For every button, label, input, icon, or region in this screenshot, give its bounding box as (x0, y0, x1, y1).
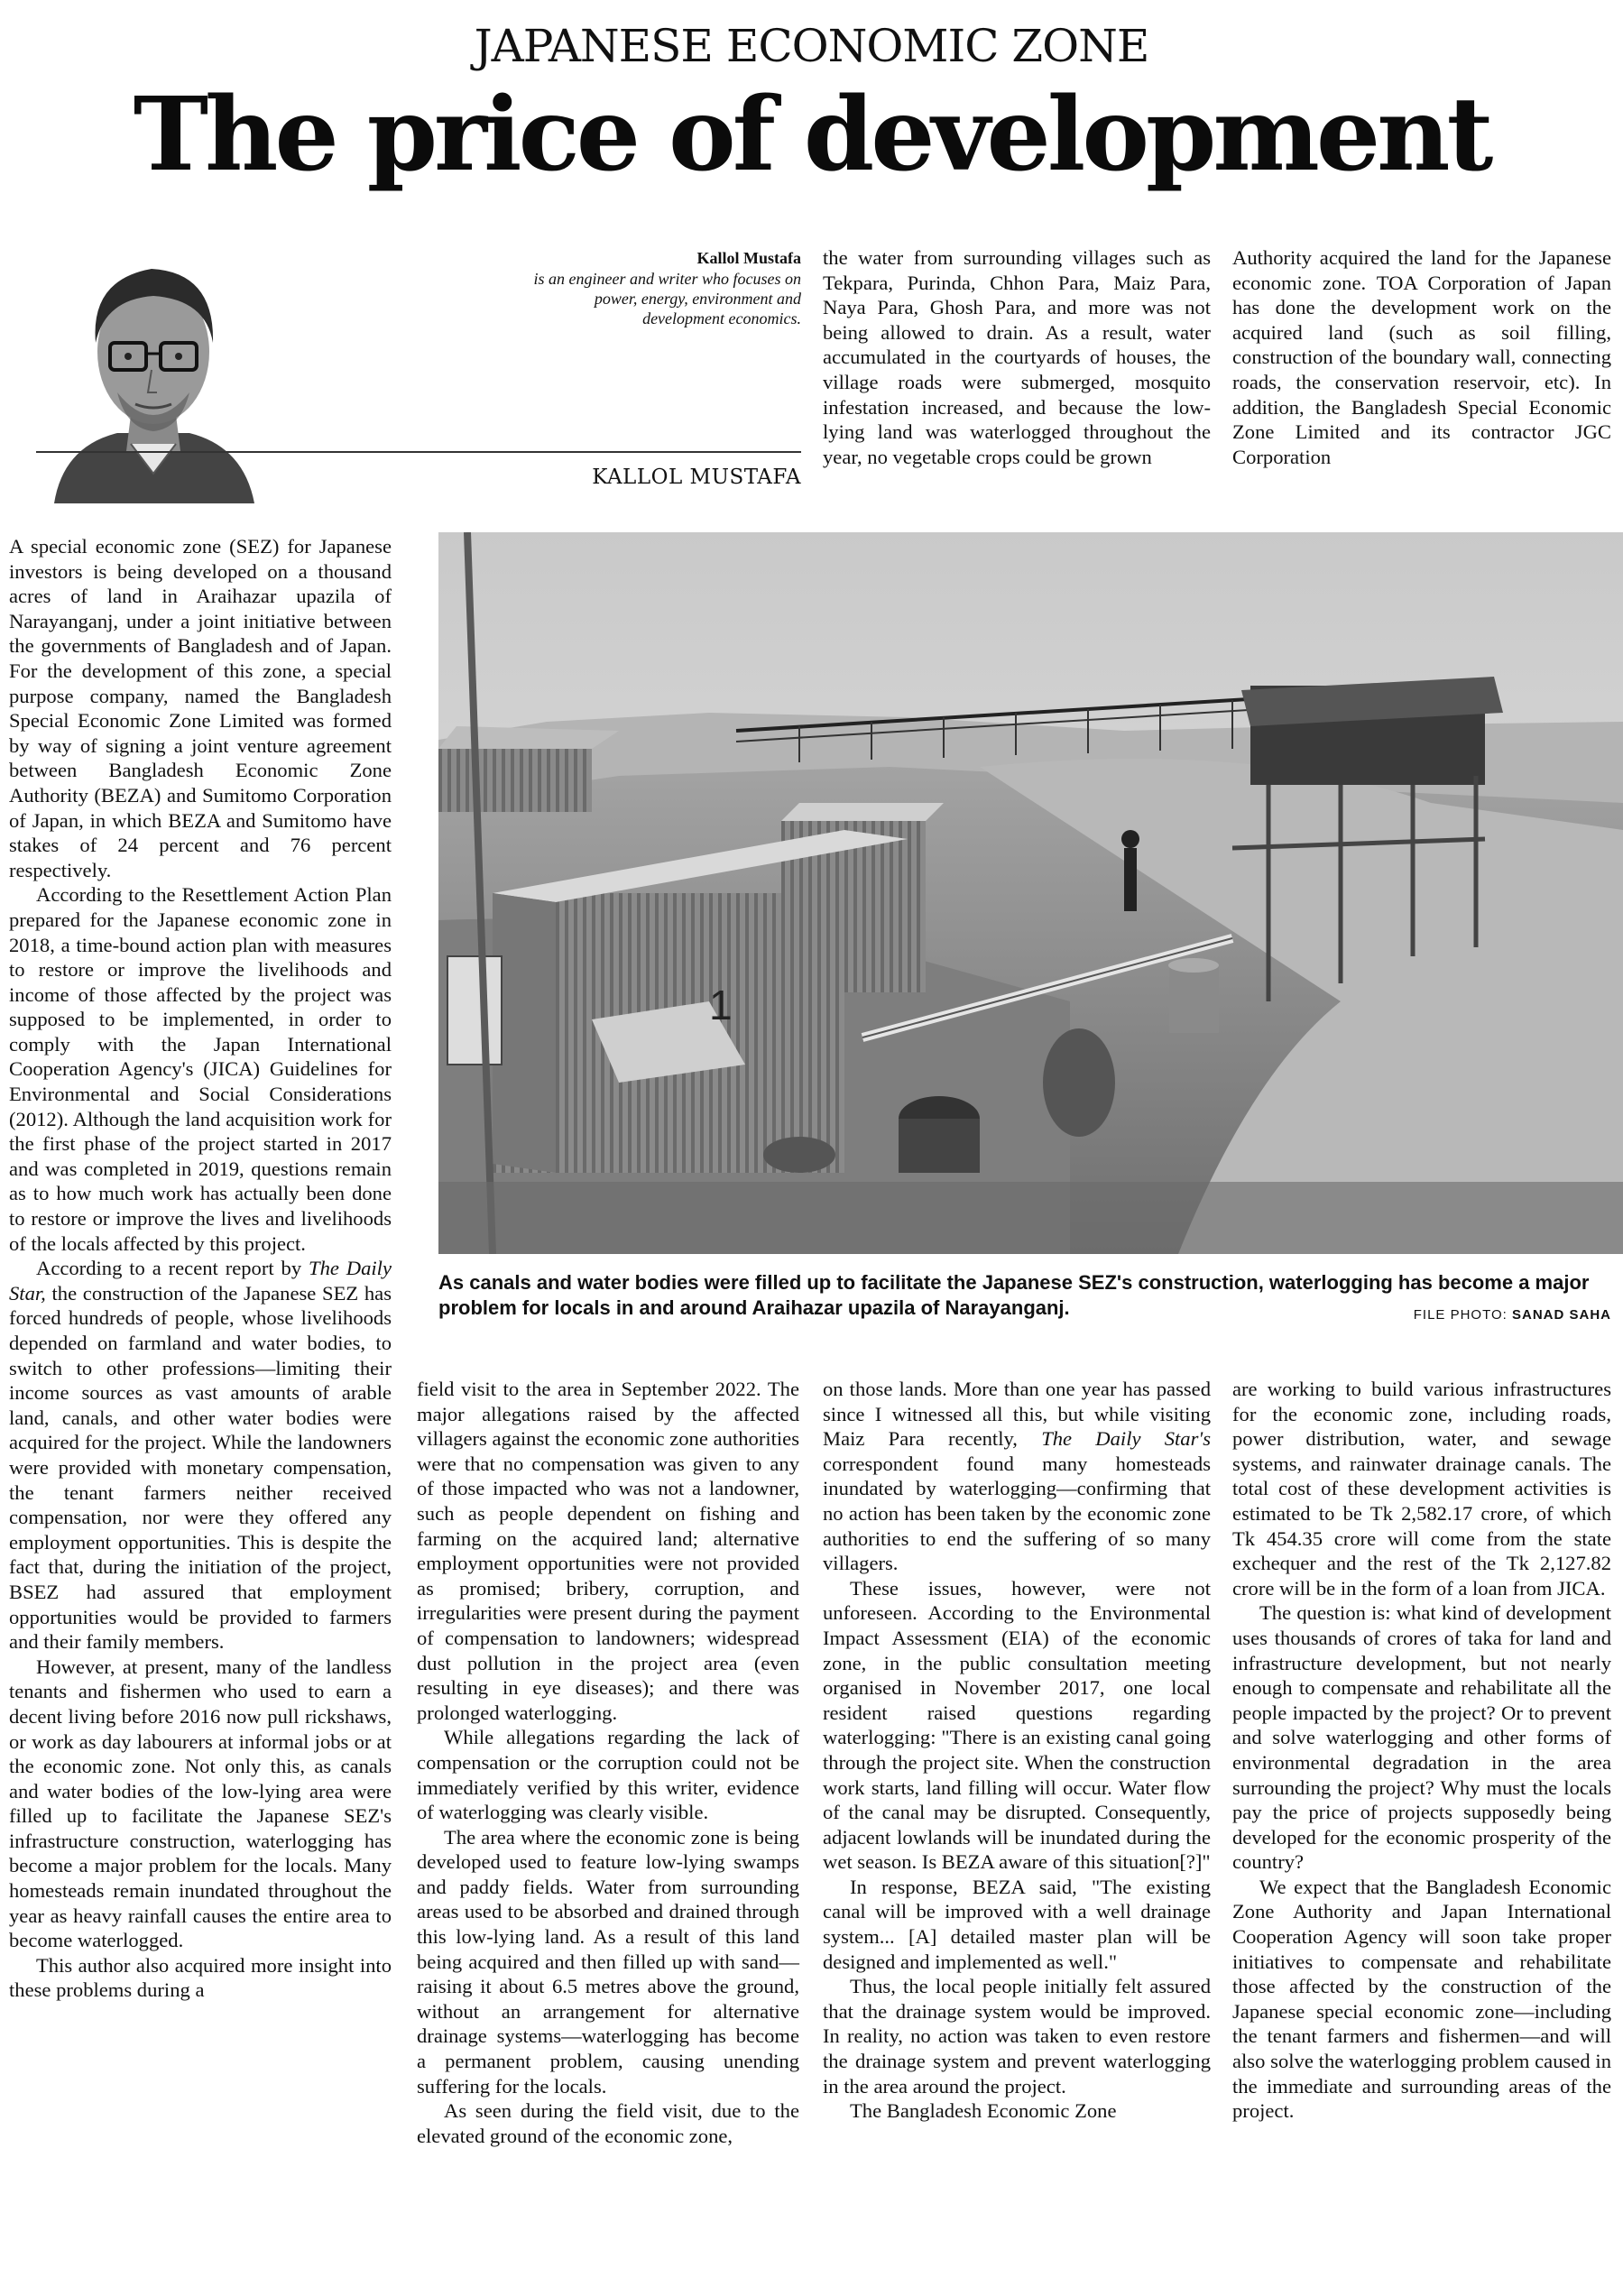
author-portrait (45, 244, 262, 503)
paragraph: are working to build various infrastructures for the economic zone, including roads, power distribution, water, and sewage systems, and rainwater drainage canals. The total cost of these development activities is estimated to be Tk 2,582.17 crore, of which Tk 454.35 crore will come from the state exchequer and the rest of the Tk 2,127.82 crore will be in the form of a loan from JICA. (1232, 1378, 1611, 1600)
paragraph: The question is: what kind of development uses thousands of crores of taka for land and infrastructure development, but not nearly enough to compensate and rehabilitate all the people impacted by the project? Or to prevent and solve waterlogging and other forms of environmental degradation in the area surrounding the project? Why must the locals pay the price of projects supposedly being developed for the economic prosperity of the country? (1232, 1601, 1611, 1874)
section-kicker: JAPANESE ECONOMIC ZONE (474, 20, 1149, 72)
top-column-3 (1232, 245, 1611, 469)
author-block (36, 244, 801, 503)
paragraph: The Bangladesh Economic Zone (850, 2099, 1117, 2123)
paragraph: According to the Resettlement Action Plan prepared for the Japanese economic zone in 2018, a time-bound action plan with measures to restore or improve the livelihoods and income of those affected by the project was supposed to be implemented, in order to comply with the Japan International Cooperation Agency's (JICA) Guidelines for Environmental and Social Considerations (2012). Although the land acquisition work for the first phase of the project started in 2017 and was completed in 2019, questions remain as to how much work has actually been done to restore or improve the lives and livelihoods of the locals affected by this project. (9, 883, 392, 1255)
photo-credit: FILE PHOTO: SANAD SAHA (1413, 1307, 1611, 1323)
paragraph: Authority acquired the land for the Japanese economic zone. TOA Corporation of Japan has done the development work on the acquired land (such as soil filling, construction of the boundary wall, connecting roads, the conservation reservoir, etc). In addition, the Bangladesh Special Economic Zone Limited and its contractor JGC Corporation (1232, 246, 1611, 468)
hut-number: 1 (709, 982, 733, 1028)
author-byline: KALLOL MUSTAFA (592, 466, 801, 489)
photo-caption: As canals and water bodies were filled up to facilitate the Japanese SEZ's construction, waterlogging has become a major problem for locals in and around Araihazar upazila of Narayanganj. (438, 1271, 1590, 1319)
paragraph: The area where the economic zone is being developed used to feature low-lying swamps and paddy fields. Water from surrounding areas used to be absorbed and drained through this low-lying land. As a result of this land being acquired and then filled up with sand—raising it about 6.5 metres above the ground, without an arrangement for alternative drainage systems—waterlogging has become a permanent problem, causing unending suffering for the locals. (417, 1825, 799, 2098)
paragraph: This author also acquired more insight into these problems during a (9, 1953, 392, 2002)
column-2 (417, 1377, 799, 2148)
paragraph: These issues, however, were not unforeseen. According to the Environmental Impact Assessment (EIA) of the economic zone, in the public consultation meeting organised in November 2017, one local resident raised questions regarding waterlogging: "There is an existing canal going through the project site. When the construction work starts, land filling will occur. Water flow of the canal may be disrupted. Consequently, adjacent lowlands will be inundated during the wet season. Is BEZA aware of this situation[?]" (823, 1576, 1211, 1874)
paragraph: field visit to the area in September 2022. The major allegations raised by the affected villagers against the economic zone authorities were that no compensation was given to any of those impacted who was not a landowner, such as people dependent on fishing and farming on the acquired land; alternative employment opportunities were not provided as promised; bribery, corruption, and irregularities were present during the payment of compensation to landowners; widespread dust pollution in the project area (even resulting in eye diseases); and there was prolonged waterlogging. (417, 1378, 799, 1724)
paragraph: the water from surrounding villages such as Tekpara, Purinda, Chhon Para, Maiz Para, Naya Para, Ghosh Para, and more was not being allowed to drain. As a result, water accumulated in the courtyards of houses, the village roads were submerged, mosquito infestation increased, and because the low-lying land was waterlogged throughout the year, no vegetable crops could be grown (823, 246, 1211, 468)
paragraph: We expect that the Bangladesh Economic Zone Authority and Japan International Cooperation Agency will soon take proper initiatives to compensate and rehabilitate those affected by the construction of the Japanese special economic zone—including the tenant farmers and fishermen—and will also solve the waterlogging problem caused in the immediate and surrounding areas of the project. (1232, 1875, 1611, 2123)
paragraph: on those lands. More than one year has passed since I witnessed all this, but while visiting Maiz Para recently, The Daily Star's correspondent found many homesteads inundated by waterlogging—confirming that no action has been taken by the economic zone authorities to end the suffering of so many villagers. (823, 1378, 1212, 1575)
paragraph: Thus, the local people initially felt assured that the drainage system would be improved. In reality, no action was taken to even restore the drainage system and prevent waterlogging in the area around the project. (823, 1975, 1211, 2098)
paragraph: A special economic zone (SEZ) for Japanese investors is being developed on a thousand acres of land in Araihazar upazila of Narayanganj, under a joint initiative between the governments of Bangladesh and of Japan. For the development of this zone, a special purpose company, named the Bangladesh Special Economic Zone Limited was formed by way of signing a joint venture agreement between Bangladesh Economic Zone Authority (BEZA) and Sumitomo Corporation of Japan, in which BEZA and Sumitomo have stakes of 24 percent and 76 percent respectively. (9, 535, 392, 881)
top-column-2 (823, 245, 1211, 469)
author-description: is an engineer and writer who focuses on power, energy, environment and development economics. (533, 270, 801, 327)
author-name: Kallol Mustafa (696, 249, 801, 267)
paragraph: As seen during the field visit, due to the elevated ground of the economic zone, (417, 2099, 799, 2147)
paragraph: In response, BEZA said, "The existing canal will be improved with a well drainage system... [A] detailed master plan will be designed and implemented as well." (823, 1875, 1211, 1973)
page-headline: The price of development (133, 76, 1490, 194)
column-4 (1232, 1377, 1611, 2124)
author-divider (36, 451, 801, 453)
paragraph: However, at present, many of the landless tenants and fishermen who used to earn a decent living before 2016 now pull rickshaws, or work as day labourers at informal jobs or at the economic zone. Not only this, as canals and water bodies of the low-lying area were filled up to facilitate the Japanese SEZ's infrastructure construction, waterlogging has become a major problem for the locals. Many homesteads remain inundated throughout the year as heavy rainfall causes the entire area to become waterlogged. (9, 1655, 392, 1952)
column-3 (823, 1377, 1211, 2124)
paragraph: While allegations regarding the lack of compensation or the corruption could not be immediately verified by this writer, evidence of waterlogging was clearly visible. (417, 1726, 799, 1824)
paragraph: According to a recent report by The Daily Star, the construction of the Japanese SEZ has forced hundreds of people, whose livelihoods depended on farmland and water bodies, to switch to other professions—limiting their income sources as vast amounts of arable land, canals, and other water bodies were acquired for the project. While the landowners were provided with monetary compensation, the tenant farmers neither received compensation, nor were they offered any employment opportunities. This is despite the fact that, during the initiation of the project, BSEZ had assured that employment opportunities would be provided to farmers and their family members. (9, 1257, 392, 1654)
construction-site-photo (438, 532, 1623, 1254)
column-1 (9, 534, 392, 2003)
